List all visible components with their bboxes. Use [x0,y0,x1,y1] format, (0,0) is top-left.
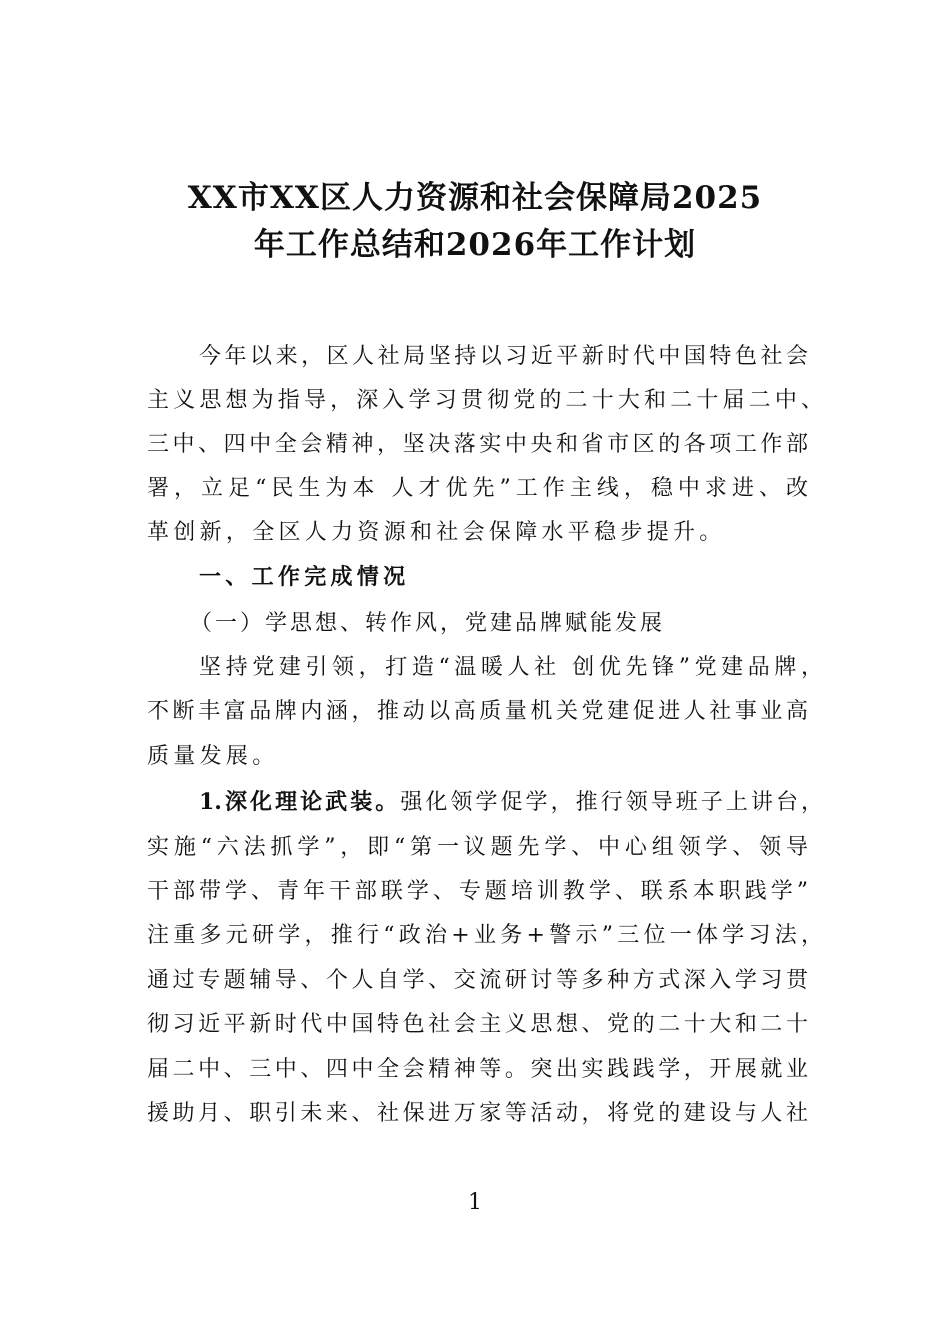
intro-line: 主义思想为指导，深入学习贯彻党的二十大和二十届二中、 [147,388,823,413]
intro-line: 署，立足“民生为本 人才优先”工作主线，稳中求进、改 [147,476,808,501]
intro-line: 今年以来，区人社局坚持以习近平新时代中国特色社会 [199,344,808,369]
page-number: 1 [468,1190,482,1215]
item-line: 干部带学、青年干部联学、专题培训教学、联系本职践学” [147,879,808,904]
document-title-line-1: XX市XX区人力资源和社会保障局2025 [187,180,763,216]
item-line: 援助月、职引未来、社保进万家等活动，将党的建设与人社 [147,1101,808,1126]
document-title-line-2: 年工作总结和2026年工作计划 [253,227,697,263]
item-first-rest: 强化领学促学，推行领导班子上讲台， [400,790,823,815]
paragraph-line: 质量发展。 [147,744,279,769]
subsection-heading: （一）学思想、转作风，党建品牌赋能发展 [190,611,666,636]
intro-line: 三中、四中全会精神，坚决落实中央和省市区的各项工作部 [147,432,808,457]
item-line: 实施“六法抓学”，即“第一议题先学、中心组领学、领导 [147,835,808,860]
item-line: 届二中、三中、四中全会精神等。突出实践践学，开展就业 [147,1057,808,1082]
item-line: 彻习近平新时代中国特色社会主义思想、党的二十大和二十 [147,1012,808,1037]
paragraph-line: 坚持党建引领，打造“温暖人社 创优先锋”党建品牌， [199,655,823,680]
item-bold-lead: 1.深化理论武装。 [199,789,401,815]
item-line: 注重多元研学，推行“政治+业务+警示”三位一体学习法， [147,923,823,948]
item-first-line [199,787,823,818]
intro-line: 革创新，全区人力资源和社会保障水平稳步提升。 [147,520,726,545]
item-line: 通过专题辅导、个人自学、交流研讨等多种方式深入学习贯 [147,968,808,993]
paragraph-line: 不断丰富品牌内涵，推动以高质量机关党建促进人社事业高 [147,699,808,724]
section-heading: 一、工作完成情况 [199,565,410,590]
